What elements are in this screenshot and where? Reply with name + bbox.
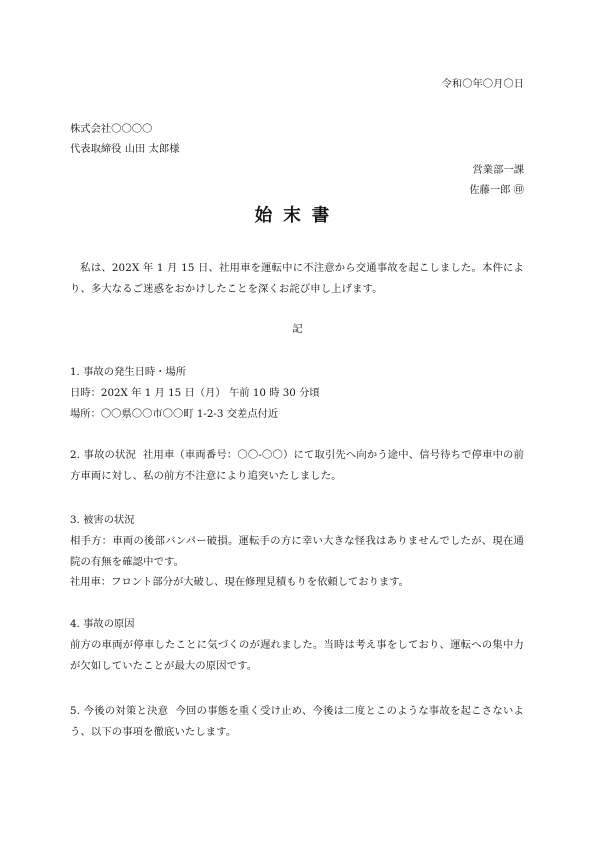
document-title: 始末書 xyxy=(254,206,341,226)
section-2 xyxy=(70,445,524,487)
section-5 xyxy=(70,701,524,743)
section-5-heading: 5. 今後の対策と決意 xyxy=(70,705,169,717)
sender-department: 営業部一課 xyxy=(472,164,524,176)
sender-name: 佐藤一郎 ㊞ xyxy=(469,184,524,196)
section-5-body: 今回の事態を重く受け止め、今後は二度とこのような事故を起こさないよう、以下の事項を徹底いたします。 xyxy=(70,705,524,738)
section-3-body-1: 相手方：車両の後部バンパー破損。運転手の方に幸い大きな怪我はありませんでしたが、現在通院の有無を確認中です。 xyxy=(70,535,524,568)
recipient-person: 代表取締役 山田 太郎様 xyxy=(70,143,180,155)
document-date: 令和〇年〇月〇日 xyxy=(441,78,524,90)
section-4-body: 前方の車両が停車したことに気づくのが遅れました。当時は考え事をしており、運転への集中力が欠如していたことが最大の原因です。 xyxy=(70,639,524,672)
section-1-location: 場所：〇〇県〇〇市〇〇町 1-2-3 交差点付近 xyxy=(70,408,279,420)
section-1-datetime: 日時：202X 年 1 月 15 日（月） 午前 10 時 30 分頃 xyxy=(70,387,320,399)
recipient-company: 株式会社〇〇〇〇 xyxy=(70,123,153,135)
section-4-heading: 4. 事故の原因 xyxy=(70,618,135,630)
section-1-heading: 1. 事故の発生日時・場所 xyxy=(70,366,187,378)
ki-marker: 記 xyxy=(292,323,303,335)
intro-paragraph: 私は、202X 年 1 月 15 日、社用車を運転中に不注意から交通事故を起こしました。本件により、多大なるご迷惑をおかけしたことを深くお詫び申し上げます。 xyxy=(70,262,524,295)
section-3-body-2: 社用車：フロント部分が大破し、現在修理見積もりを依頼しております。 xyxy=(70,576,409,588)
section-2-heading: 2. 事故の状況 xyxy=(70,449,137,461)
section-2-body: 社用車（車両番号：〇〇-〇〇）にて取引先へ向かう途中、信号待ちで停車中の前方車両に対し、私の前方不注意により追突いたしました。 xyxy=(70,449,524,482)
section-3-heading: 3. 被害の状況 xyxy=(70,514,135,526)
